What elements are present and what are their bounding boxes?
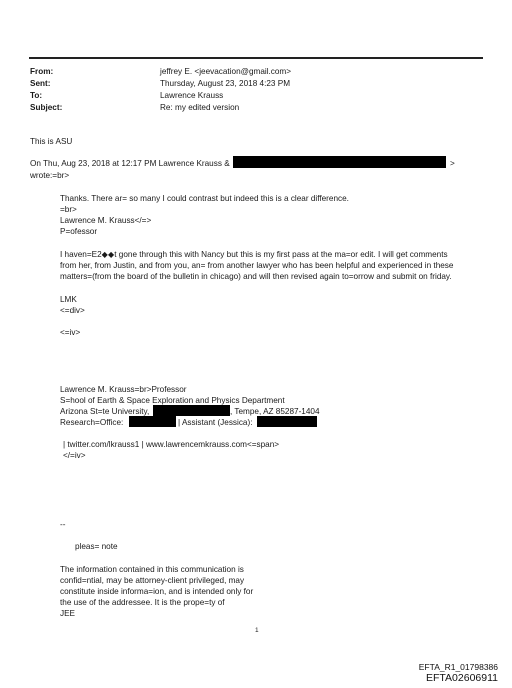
redaction-assistant-phone	[257, 416, 317, 427]
quoted-line-2: =br>	[60, 205, 77, 214]
disclaimer-line-5: JEE	[60, 609, 76, 618]
header-divider	[29, 57, 483, 59]
disclaimer-line-4: the use of the addressee. It is the prope=ty of	[60, 598, 225, 607]
disclaimer-line-3: constitute inside informa=ion, and is intended only for	[60, 587, 254, 596]
signature-line-1: Lawrence M. Krauss=br>Professor	[60, 385, 187, 394]
quoted-para-line-2: from her, from Justin, and from you, an= from another lawyer who has been helpful and experienced in these	[60, 261, 454, 270]
body-line-asu: This is ASU	[30, 137, 73, 146]
bates-stamp-2: EFTA02606911	[426, 672, 498, 684]
quoted-line-4: P=ofessor	[60, 227, 98, 236]
redaction-office-phone	[129, 416, 176, 427]
quote-intro-end: >	[450, 159, 455, 168]
from-label: From:	[30, 67, 54, 76]
signature-line-4b: | Assistant (Jessica):	[178, 418, 253, 427]
signature-line-3b: , Tempe, AZ 85287-1404	[230, 407, 320, 416]
to-value: Lawrence Krauss	[160, 91, 224, 100]
lmk-text: LMK	[60, 295, 77, 304]
div-tag-1: <=div>	[60, 306, 85, 315]
signature-line-2: S=hool of Earth & Space Exploration and Physics Department	[60, 396, 285, 405]
sent-value: Thursday, August 23, 2018 4:23 PM	[160, 79, 291, 88]
quote-intro-wrote: wrote:=br>	[30, 171, 70, 180]
disclaimer-line-1: The information contained in this communication is	[60, 565, 244, 574]
quoted-para-line-3: matters=(from the board of the bulletin in chicago) and will then revised again to=orrow and submit on friday.	[60, 272, 452, 281]
signature-links: | twitter.com/lkrauss1 | www.lawrencemkrauss.com<=span>	[63, 440, 280, 449]
quoted-line-1: Thanks. There ar= so many I could contrast but indeed this is a clear difference.	[60, 194, 349, 203]
page-number: 1	[255, 627, 259, 634]
signature-line-3a: Arizona St=te University,	[60, 407, 150, 416]
to-label: To:	[30, 91, 43, 100]
quoted-para-line-1: I haven=E2◆◆t gone through this with Nancy but this is my first pass at the ma=or edit. I will get comments	[60, 250, 448, 259]
disclaimer-line-2: confid=ntial, may be attorney-client privileged, may	[60, 576, 245, 585]
redaction-email	[233, 156, 446, 168]
div-tag-2: <=iv>	[60, 328, 81, 337]
from-value: jeffrey E. <jeevacation@gmail.com>	[160, 67, 292, 76]
quote-intro: On Thu, Aug 23, 2018 at 12:17 PM Lawrence Krauss &	[30, 159, 230, 168]
quoted-line-3: Lawrence M. Krauss</=>	[60, 216, 152, 225]
redaction-address	[153, 405, 230, 416]
signature-line-4a: Research=Office:	[60, 418, 124, 427]
subject-value: Re: my edited version	[160, 103, 240, 112]
sent-label: Sent:	[30, 79, 51, 88]
please-note: pleas= note	[75, 542, 118, 551]
signature-close-tag: </=iv>	[63, 451, 86, 460]
subject-label: Subject:	[30, 103, 63, 112]
bates-stamp-1: EFTA_R1_01798386	[418, 662, 498, 672]
separator-dashes: --	[60, 520, 66, 529]
